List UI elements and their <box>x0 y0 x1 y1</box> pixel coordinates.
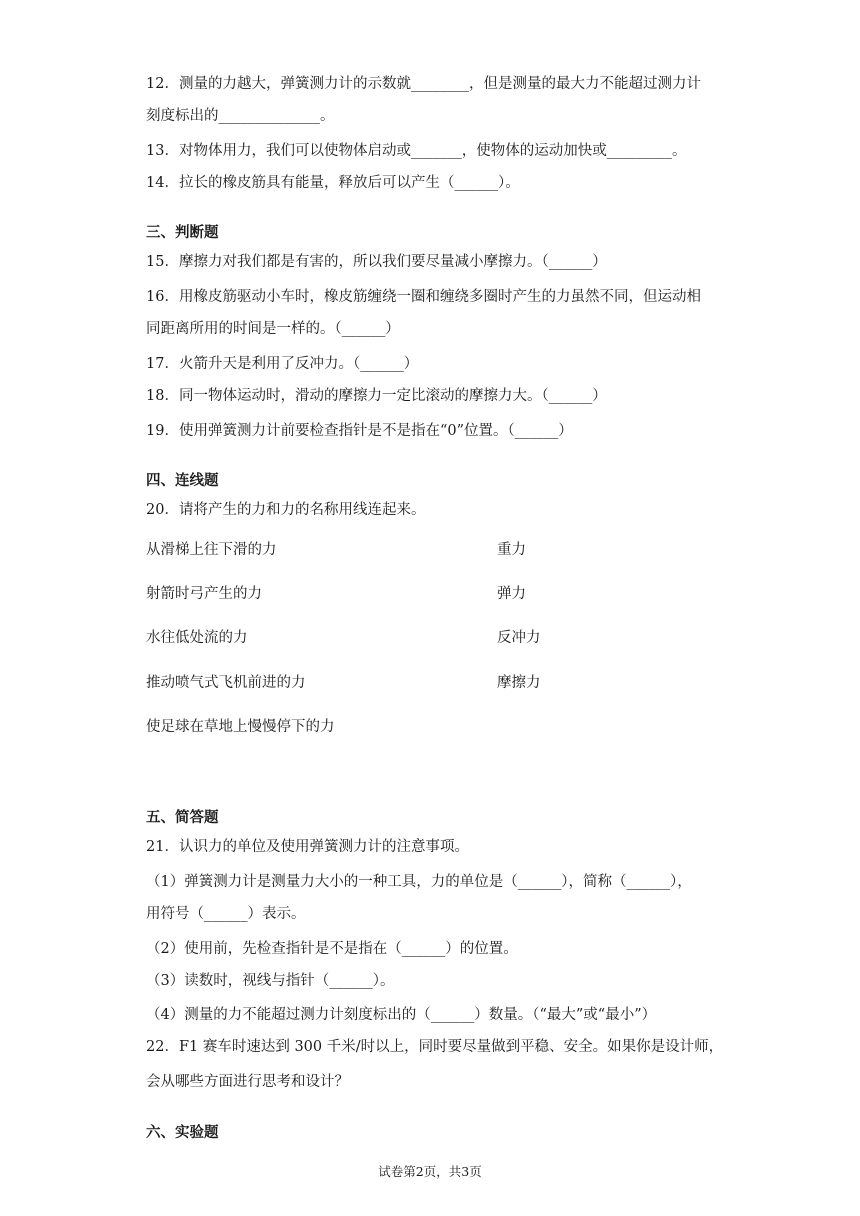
question-21-3: （3）读数时，视线与指针（______）。 <box>146 973 395 989</box>
question-21-1-line-2: 用符号（______）表示。 <box>146 906 306 922</box>
question-16-line-2: 同距离所用的时间是一样的。（______） <box>146 321 400 337</box>
match-right-4: 摩擦力 <box>497 675 541 691</box>
section-4-heading: 四、连线题 <box>146 473 219 489</box>
match-left-3: 水往低处流的力 <box>146 630 248 646</box>
question-19: 19．使用弹簧测力计前要检查指针是不是指在“0”位置。（______） <box>146 423 573 439</box>
question-14: 14．拉长的橡皮筋具有能量，释放后可以产生（______）。 <box>146 175 520 191</box>
question-16-line-1: 16．用橡皮筋驱动小车时，橡皮筋缠绕一圈和缠绕多圈时产生的力虽然不同，但运动相 <box>146 289 701 305</box>
question-22-line-2: 会从哪些方面进行思考和设计？ <box>146 1074 349 1090</box>
match-right-1: 重力 <box>497 542 526 558</box>
section-6-heading: 六、实验题 <box>146 1125 219 1141</box>
page-footer: 试卷第2页，共3页 <box>378 1164 482 1179</box>
question-21: 21．认识力的单位及使用弹簧测力计的注意事项。 <box>146 839 469 855</box>
section-3-heading: 三、判断题 <box>146 225 219 241</box>
match-right-3: 反冲力 <box>497 630 541 646</box>
question-20: 20．请将产生的力和力的名称用线连起来。 <box>146 502 426 518</box>
question-22-line-1: 22．F1 赛车时速达到 300 千米/时以上，同时要尽量做到平稳、安全。如果你是设计师， <box>146 1039 724 1055</box>
question-12-line-2: 刻度标出的______________。 <box>146 108 335 124</box>
question-15: 15．摩擦力对我们都是有害的，所以我们要尽量减小摩擦力。（______） <box>146 254 607 270</box>
question-17: 17．火箭升天是利用了反冲力。（______） <box>146 356 419 372</box>
section-5-heading: 五、简答题 <box>146 810 219 826</box>
question-18: 18．同一物体运动时，滑动的摩擦力一定比滚动的摩擦力大。（______） <box>146 388 607 404</box>
question-13: 13．对物体用力，我们可以使物体启动或_______，使物体的运动加快或_________。 <box>146 143 687 159</box>
match-left-1: 从滑梯上往下滑的力 <box>146 542 277 558</box>
match-left-2: 射箭时弓产生的力 <box>146 586 262 602</box>
question-21-1-line-1: （1）弹簧测力计是测量力大小的一种工具，力的单位是（______），简称（______）， <box>146 874 692 890</box>
match-left-5: 使足球在草地上慢慢停下的力 <box>146 719 335 735</box>
question-21-2: （2）使用前，先检查指针是不是指在（______）的位置。 <box>146 941 518 957</box>
question-12-line-1: 12．测量的力越大，弹簧测力计的示数就________，但是测量的最大力不能超过测力计 <box>146 76 701 92</box>
question-21-4: （4）测量的力不能超过测力计刻度标出的（______）数量。（“最大”或“最小”） <box>146 1007 657 1023</box>
match-right-2: 弹力 <box>497 586 526 602</box>
match-left-4: 推动喷气式飞机前进的力 <box>146 675 306 691</box>
